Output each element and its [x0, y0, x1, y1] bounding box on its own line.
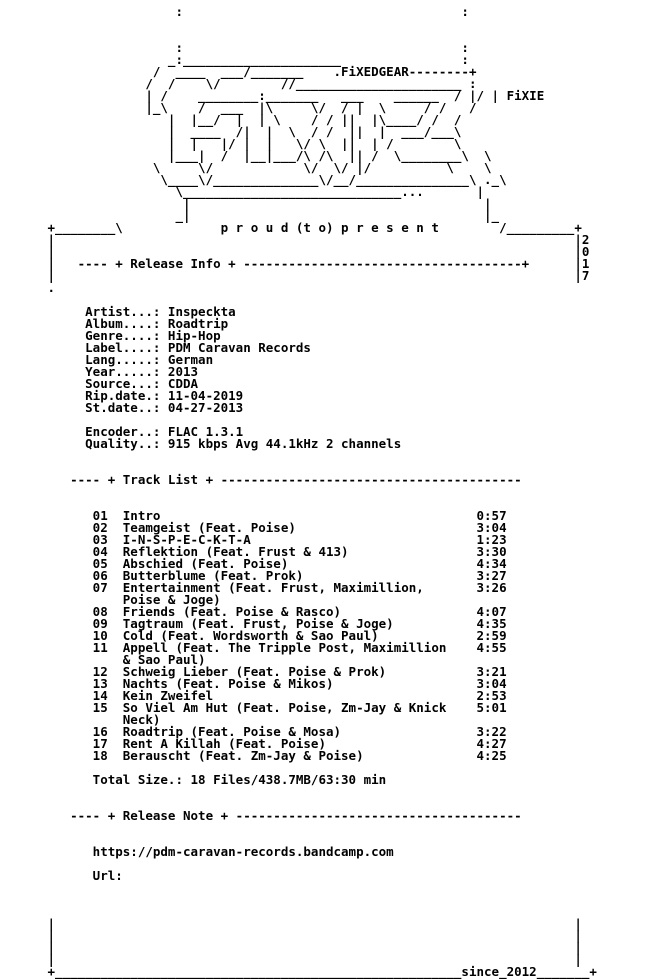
release-note-url: https://pdm-caravan-records.bandcamp.com	[40, 844, 394, 859]
track-line: 10 Cold (Feat. Wordsworth & Sao Paul) 2:59	[40, 628, 507, 643]
release-info-line: Label....: PDM Caravan Records	[40, 340, 311, 355]
banner-line: _:_____________________ :	[40, 52, 469, 67]
banner-line: \_____________________________... |	[40, 184, 485, 199]
release-info-line: St.date..: 04-27-2013	[40, 400, 244, 415]
track-line: 16 Roadtrip (Feat. Poise & Mosa) 3:22	[40, 724, 507, 739]
banner-line: |___| / |__|___/\ /\ || / \________\ \	[40, 148, 492, 163]
track-line: 08 Friends (Feat. Poise & Rasco) 4:07	[40, 604, 507, 619]
banner-line: | |7	[40, 268, 590, 283]
footer-bottom-border: +______________________________________________________since_2012_______+	[40, 964, 597, 979]
banner-line: | |__/ | | \ / / || |\____/ / /	[40, 112, 462, 127]
release-info-line: Album....: Roadtrip	[40, 316, 229, 331]
banner-line: | / ________:_______ ___ ______ / |/ | FiXIE	[40, 88, 545, 103]
track-line: 07 Entertainment (Feat. Frust, Maximillion, 3:26	[40, 580, 507, 595]
track-line: 14 Kein Zweifel 2:53	[40, 688, 507, 703]
banner-line: | | |/ | | \/ \ || | / \	[40, 136, 462, 151]
banner-line: | |	[40, 196, 492, 211]
track-line: 06 Butterblume (Feat. Prok) 3:27	[40, 568, 507, 583]
banner-line: \____\/______________\/__/_______________\ ._\	[40, 172, 507, 187]
banner-line: | |2	[40, 232, 590, 247]
url-label: Url:	[40, 868, 123, 883]
release-info-line: Year.....: 2013	[40, 364, 199, 379]
track-line: 02 Teamgeist (Feat. Poise) 3:04	[40, 520, 507, 535]
track-list-header: ---- + Track List + ----------------------------------------	[40, 472, 522, 487]
track-line: 17 Rent A Killah (Feat. Poise) 4:27	[40, 736, 507, 751]
track-line: Neck)	[40, 712, 477, 727]
release-note-header: ---- + Release Note + --------------------------------------	[40, 808, 522, 823]
track-line: 12 Schweig Lieber (Feat. Poise & Prok) 3:21	[40, 664, 507, 679]
banner-line: _| |_	[40, 208, 500, 223]
banner-line: | ---- + Release Info + -------------------------------------+ |1	[40, 256, 590, 271]
track-line: 11 Appell (Feat. The Tripple Post, Maximillion 4:55	[40, 640, 507, 655]
footer-border: | |	[40, 952, 582, 967]
banner-line: : :	[40, 40, 469, 55]
nfo-text	[40, 6, 597, 978]
banner-line: | ____ /| | \ / / || | ___/___\	[40, 124, 462, 139]
release-info-line: Rip.date.: 11-04-2019	[40, 388, 244, 403]
track-line: 04 Reflektion (Feat. Frust & 413) 3:30	[40, 544, 507, 559]
release-info-line: Genre....: Hip-Hop	[40, 328, 221, 343]
banner-line: | |0	[40, 244, 590, 259]
banner-line: \ \/ \/ \/ |/ \ \	[40, 160, 492, 175]
release-info-line: Lang.....: German	[40, 352, 214, 367]
banner-line: |_\ / ___ |\ \/ / | \ / / /	[40, 100, 477, 115]
track-line: & Sao Paul)	[40, 652, 477, 667]
track-line: 05 Abschied (Feat. Poise) 4:34	[40, 556, 507, 571]
track-line: 18 Berauscht (Feat. Zm-Jay & Poise) 4:25	[40, 748, 507, 763]
footer-border: | |	[40, 940, 582, 955]
track-line: 09 Tagtraum (Feat. Frust, Poise & Joge) 4:35	[40, 616, 507, 631]
banner-line: .	[40, 280, 56, 295]
track-line: 01 Intro 0:57	[40, 508, 507, 523]
footer-border: | |	[40, 916, 582, 931]
track-line: 13 Nachts (Feat. Poise & Mikos) 3:04	[40, 676, 507, 691]
total-size: Total Size.: 18 Files/438.7MB/63:30 min	[40, 772, 387, 787]
release-info-line: Artist...: Inspeckta	[40, 304, 236, 319]
footer-border: | |	[40, 928, 582, 943]
banner-line: / / \/ //______________________ :	[40, 76, 477, 91]
banner-line: +________\ p r o u d (t o) p r e s e n t /_________+	[40, 220, 582, 235]
release-info-line: Source...: CDDA	[40, 376, 199, 391]
encoder-info-line: Encoder..: FLAC 1.3.1	[40, 424, 244, 439]
banner-line: : :	[40, 4, 469, 19]
banner-line: / ____ ___/_______ .FiXEDGEAR--------+	[40, 64, 477, 79]
encoder-info-line: Quality..: 915 kbps Avg 44.1kHz 2 channels	[40, 436, 402, 451]
track-line: Poise & Joge)	[40, 592, 477, 607]
track-line: 15 So Viel Am Hut (Feat. Poise, Zm-Jay & Knick 5:01	[40, 700, 507, 715]
track-line: 03 I-N-S-P-E-C-K-T-A 1:23	[40, 532, 507, 547]
